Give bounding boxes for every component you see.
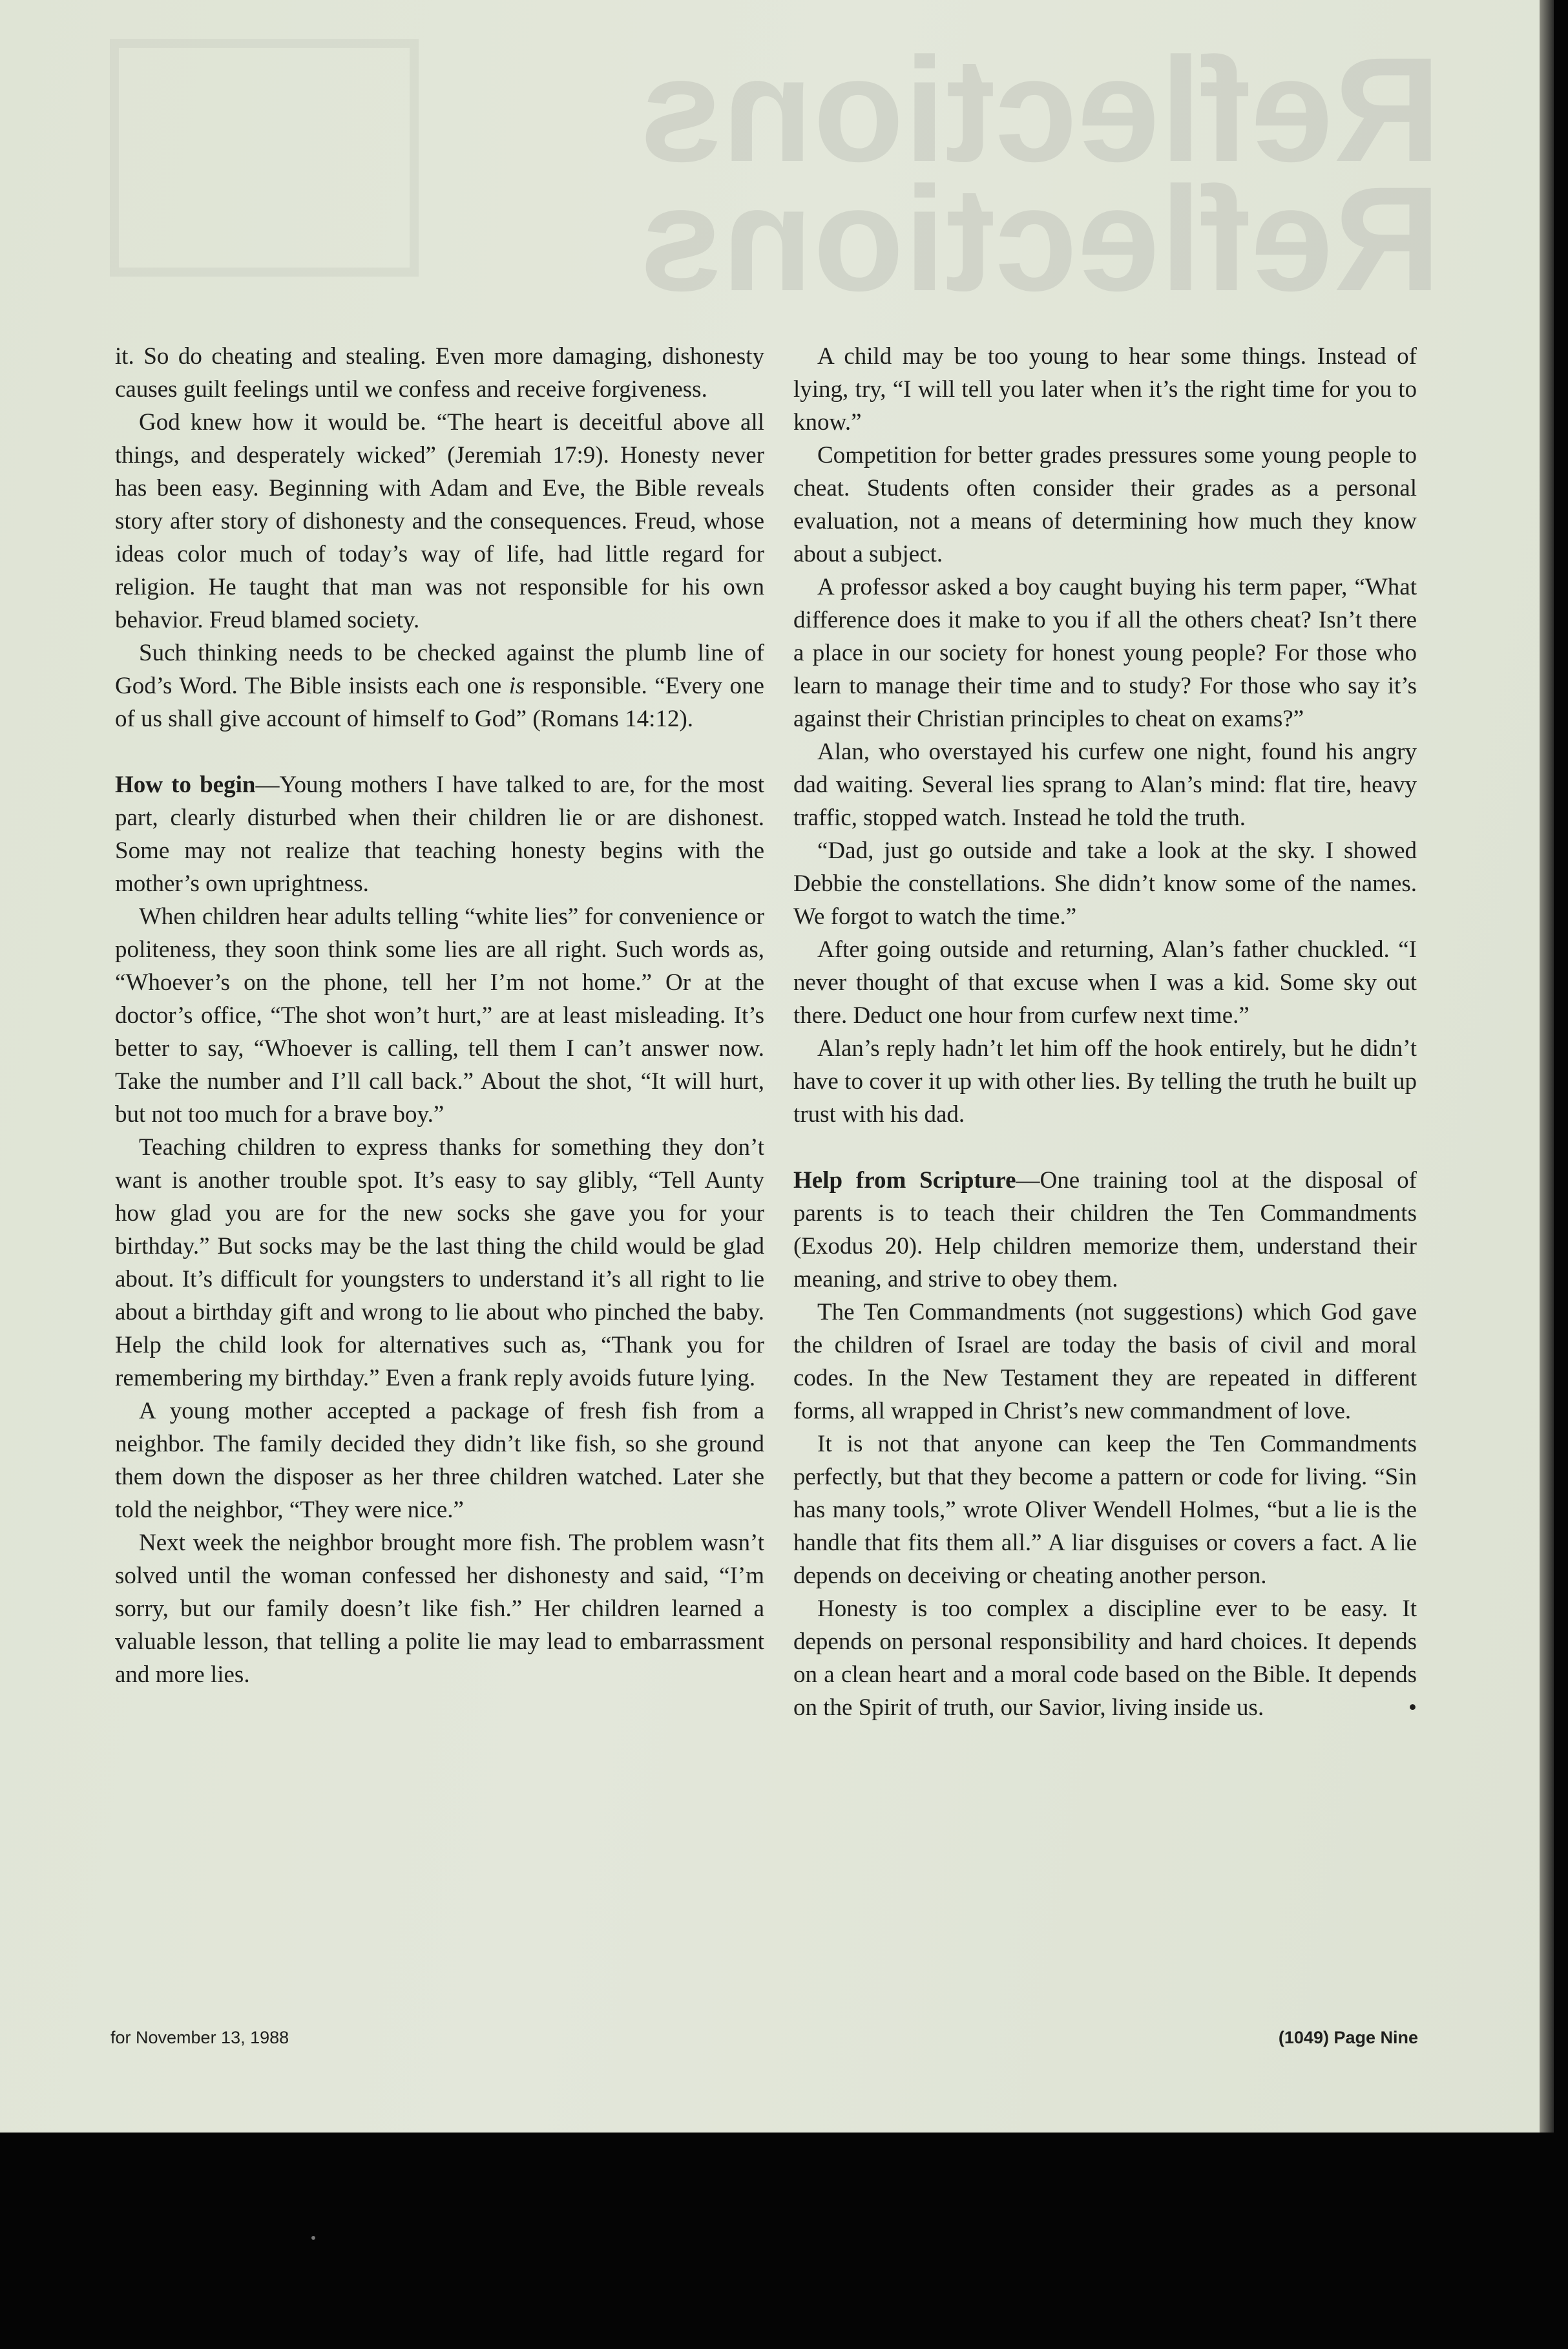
paragraph: Competition for better grades pressures some young people to cheat. Students often consider their grades as a personal evaluation, not a means of determining how much they know about a subject. [793, 442, 1417, 567]
page-edge-shadow [1540, 0, 1554, 2133]
emphasis: is [508, 673, 525, 699]
section-heading: How to begin [115, 772, 256, 798]
paragraph: A professor asked a boy caught buying his term paper, “What difference does it make to you if all the others cheat? Isn’t there a place in our society for honest young people? For those who learn to manage their time and to study? For those who say it’s against their Christian principles to cheat on exams?” [793, 574, 1417, 732]
paragraph: Teaching children to express thanks for something they don’t want is another trouble spot. It’s easy to say glibly, “Tell Aunty how glad you are for the new socks she gave you for your birthday.” But socks may be the last thing the child would be glad about. It’s difficult for youngsters to understand it’s all right to lie about a birthday gift and wrong to lie about who pinched the baby. Help the child look for alternatives such as, “Thank you for remembering my birthday.” Even a frank reply avoids future lying. [115, 1134, 764, 1391]
paragraph: “Dad, just go outside and take a look at the sky. I showed Debbie the constellations. She didn’t know some of the names. We forgot to watch the time.” [793, 837, 1417, 930]
section-paragraph: How to begin—Young mothers I have talked to are, for the most part, clearly disturbed when their children lie or are dishonest. Some may not realize that teaching honesty begins with the mother’s own uprightness. [115, 772, 764, 897]
bleed-line-2: Reflections [640, 156, 1441, 322]
paragraph: The Ten Commandments (not suggestions) which God gave the children of Israel are today the basis of civil and moral codes. In the New Testament they are repeated in different forms, all wrapped in Christ’s new commandment of love. [793, 1299, 1417, 1424]
section-heading: Help from Scripture [793, 1167, 1016, 1194]
paragraph: Alan, who overstayed his curfew one night, found his angry dad waiting. Several lies sprang to Alan’s mind: flat tire, heavy traffic, stopped watch. Instead he told the truth. [793, 739, 1417, 831]
paragraph: A child may be too young to hear some things. Instead of lying, try, “I will tell you later when it’s the right time for you to know.” [793, 343, 1417, 436]
footer-page-number: (1049) Page Nine [1278, 2028, 1418, 2047]
right-column [793, 340, 1417, 1724]
paragraph: Honesty is too complex a discipline ever to be easy. It depends on personal responsibility and hard choices. It depends on a clean heart and a moral code based on the Bible. It depends on the Spirit of truth, our Savior, living inside us. • [793, 1592, 1417, 1724]
paragraph: God knew how it would be. “The heart is deceitful above all things, and desperately wicked” (Jeremiah 17:9). Honesty never has been easy. Beginning with Adam and Eve, the Bible reveals story after story of dishonesty and the consequences. Freud, whose ideas color much of today’s way of life, had little regard for religion. He taught that man was not responsible for his own behavior. Freud blamed society. [115, 409, 764, 633]
paragraph: It is not that anyone can keep the Ten Commandments perfectly, but that they become a pattern or code for living. “Sin has many tools,” wrote Oliver Wendell Holmes, “but a lie is the handle that fits them all.” A liar disguises or covers a fact. A lie depends on deceiving or cheating another person. [793, 1431, 1417, 1589]
paragraph: Next week the neighbor brought more fish. The problem wasn’t solved until the woman confessed her dishonesty and said, “I’m sorry, but our family doesn’t like fish.” Her children learned a valuable lesson, that telling a polite lie may lead to embarrassment and more lies. [115, 1530, 764, 1688]
paragraph: it. So do cheating and stealing. Even more damaging, dishonesty causes guilt feelings until we confess and receive forgiveness. [115, 343, 764, 403]
end-of-article-mark: • [1408, 1694, 1417, 1721]
left-column [115, 340, 764, 1691]
bleed-line-1: Reflections [640, 26, 1441, 193]
paragraph: Alan’s reply hadn’t let him off the hook entirely, but he didn’t have to cover it up with other lies. By telling the truth he built up trust with his dad. [793, 1035, 1417, 1128]
paragraph: A young mother accepted a package of fresh fish from a neighbor. The family decided they didn’t like fish, so she ground them down the disposer as her three children watched. Later she told the neighbor, “They were nice.” [115, 1398, 764, 1523]
footer-date: for November 13, 1988 [110, 2028, 289, 2047]
section-paragraph: Help from Scripture—One training tool at the disposal of parents is to teach their children the Ten Commandments (Exodus 20). Help children memorize them, understand their meaning, and strive to obey them. [793, 1167, 1417, 1292]
bleed-through-title [433, 26, 1441, 322]
paragraph: When children hear adults telling “white lies” for convenience or politeness, they soon think some lies are all right. Such words as, “Whoever’s on the phone, tell her I’m not home.” Or at the doctor’s office, “The shot won’t hurt,” are at least misleading. It’s better to say, “Whoever is calling, tell them I can’t answer now. Take the number and I’ll call back.” About the shot, “It will hurt, but not too much for a brave boy.” [115, 903, 764, 1128]
bleed-through-frame [110, 39, 419, 277]
dust-speck [311, 2236, 315, 2240]
paragraph: After going outside and returning, Alan’s father chuckled. “I never thought of that excuse when I was a kid. Some sky out there. Deduct one hour from curfew next time.” [793, 936, 1417, 1029]
paragraph: Such thinking needs to be checked against the plumb line of God’s Word. The Bible insists each one is responsible. “Every one of us shall give account of himself to God” (Romans 14:12). [115, 640, 764, 732]
